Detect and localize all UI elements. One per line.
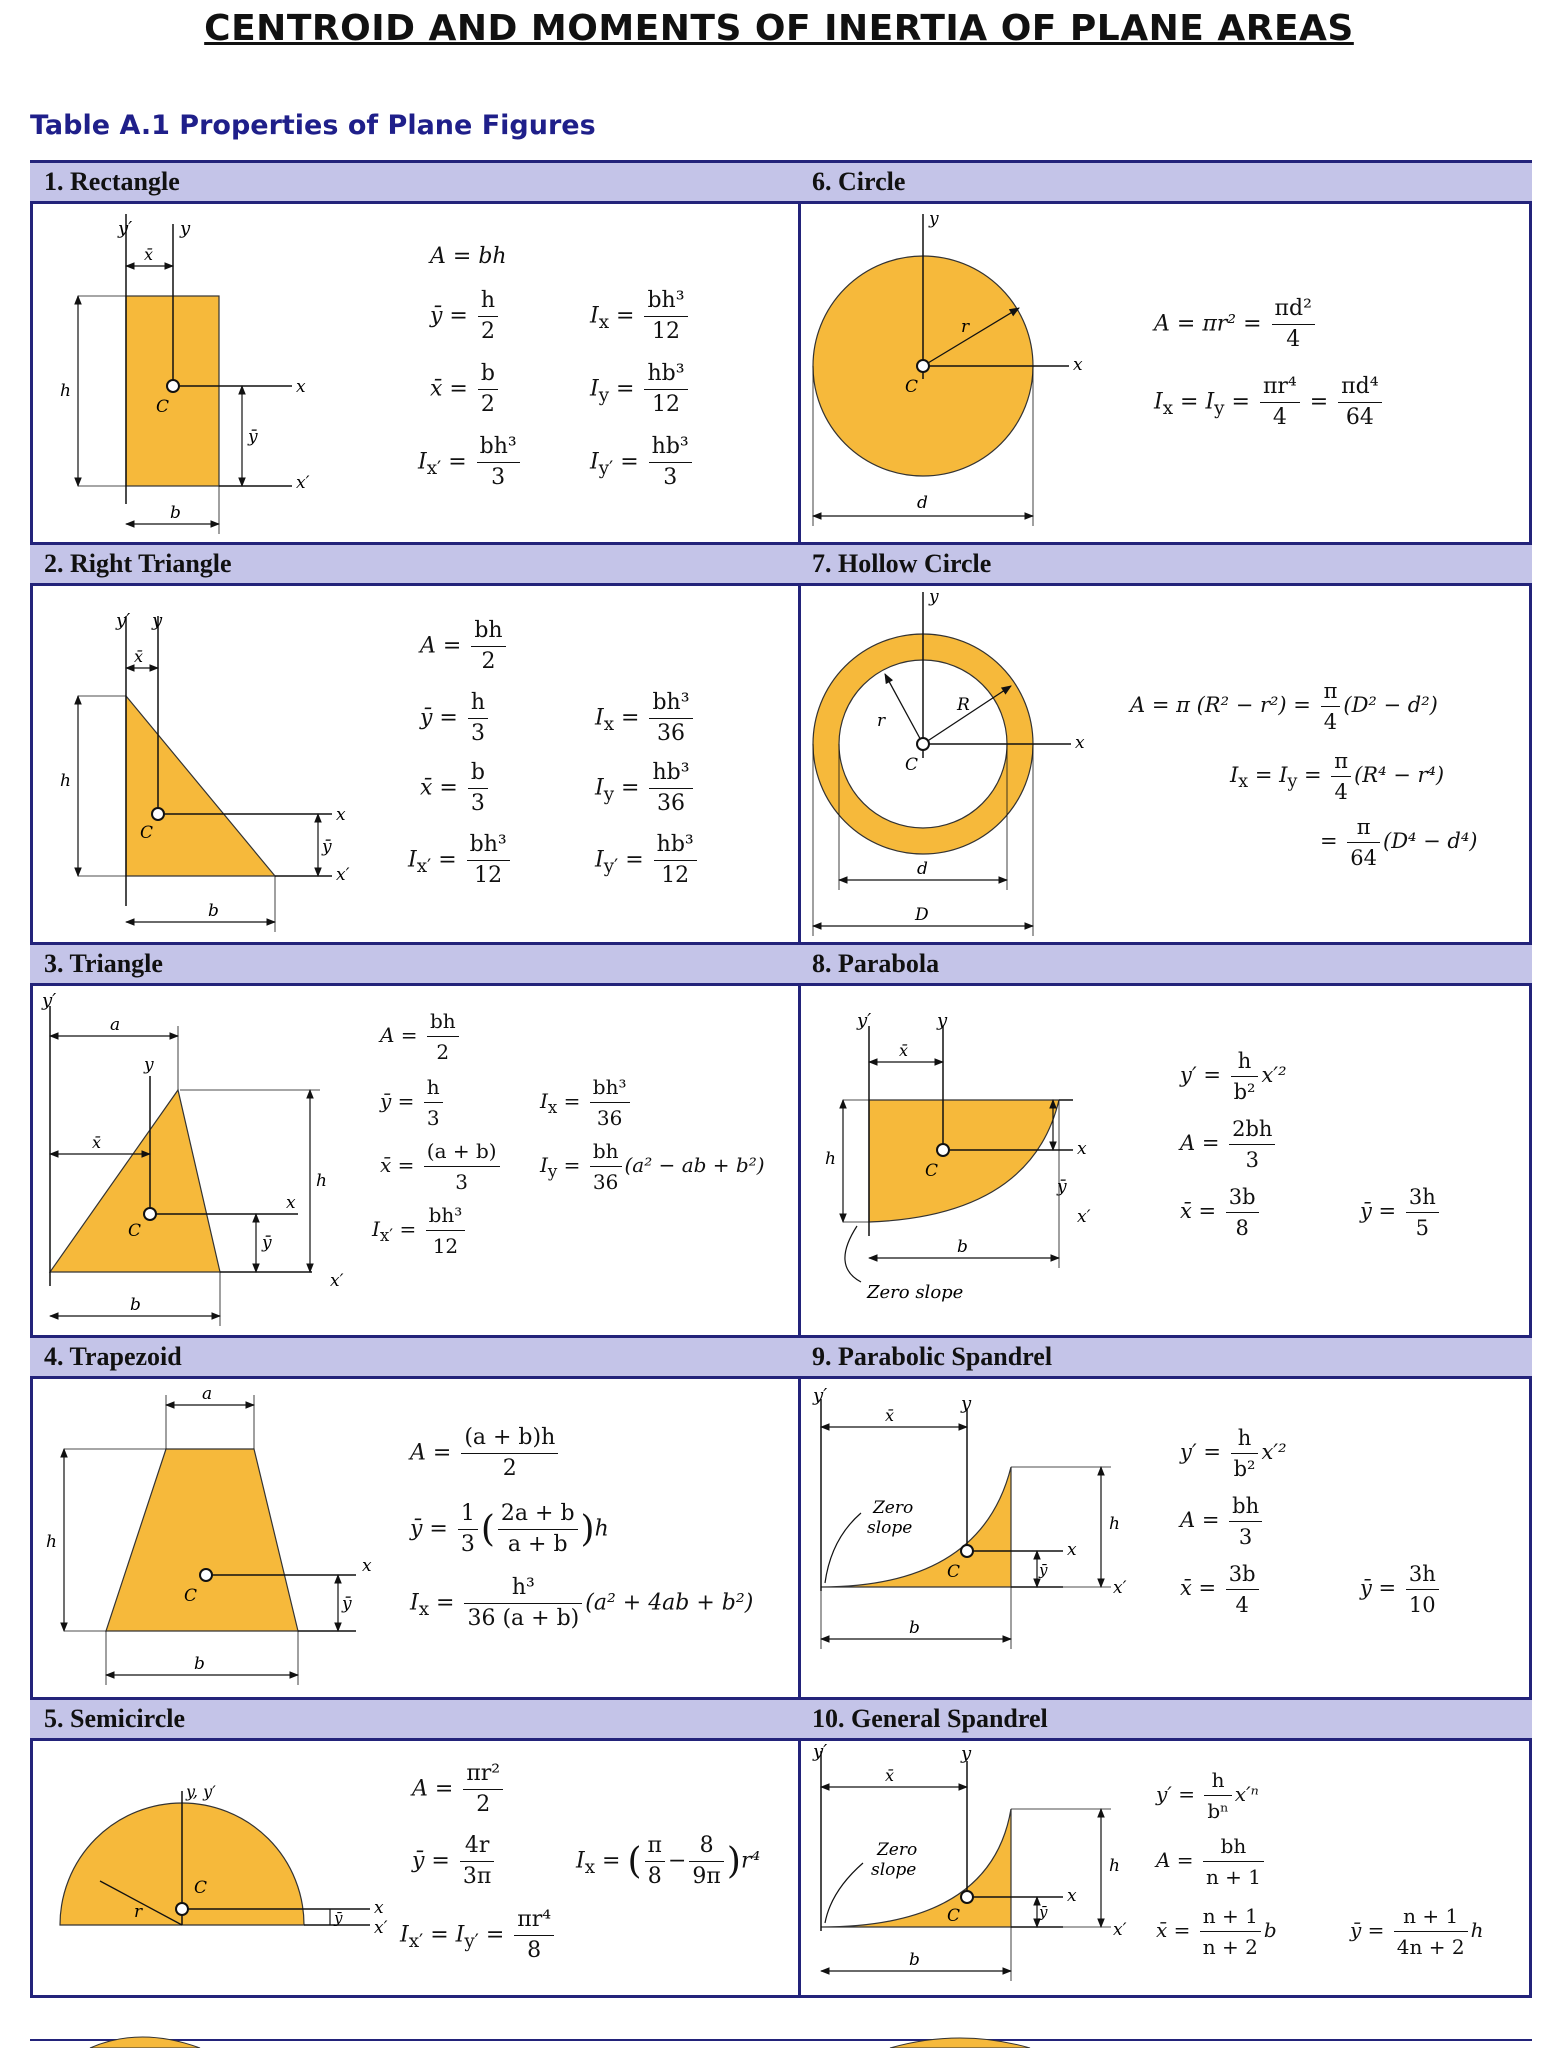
parabolic-spandrel-shape	[821, 1467, 1011, 1587]
section-header-semicircle: 5. Semicircle	[30, 1697, 800, 1741]
label-b: b	[130, 1295, 141, 1315]
eq-ix: $I_x$ = $\frac{\text{bh³}}{36}$	[540, 1072, 633, 1133]
general-spandrel-diagram	[801, 1741, 1161, 1998]
label-c: C	[128, 1221, 142, 1241]
eq-xbar: x̄ = $\frac{b}{2}$	[430, 359, 501, 420]
eq-ybar: ȳ = $\frac{h}{3}$	[420, 688, 491, 749]
eq-xbar: x̄ = $\frac{n + 1}{n + 2}$ b	[1156, 1901, 1277, 1962]
eq-ix: $I_x$ = $\frac{\text{bh³}}{36}$	[595, 688, 696, 749]
label-xbar: x̄	[92, 1133, 102, 1152]
label-slope: slope	[871, 1860, 917, 1880]
label-b: b	[957, 1237, 968, 1257]
label-zero: Zero	[873, 1498, 914, 1518]
label-x: x	[362, 1556, 372, 1576]
label-x-prime: x′	[1113, 1920, 1127, 1940]
semicircle-formulas	[400, 1741, 800, 1998]
hollow-circle-diagram	[801, 586, 1111, 942]
eq-area: A = $\frac{bh}{2}$	[420, 616, 509, 677]
label-c: C	[140, 823, 154, 843]
parabola-shape	[869, 1100, 1059, 1222]
section-header-trapezoid: 4. Trapezoid	[30, 1335, 800, 1379]
label-c: C	[947, 1906, 961, 1926]
eq-ybar: ȳ = $\frac{1}{3}$ ( $\frac{2a + b}{a + b}$ )h	[410, 1501, 609, 1557]
rectangle-diagram	[30, 204, 410, 542]
eq-area: A = bh	[430, 244, 507, 269]
section-header-circle: 6. Circle	[798, 160, 1532, 204]
label-x: x	[336, 805, 346, 825]
label-r: r	[961, 317, 970, 337]
label-y: y	[152, 610, 163, 631]
eq-ybar: ȳ = $\frac{3h}{10}$	[1360, 1559, 1442, 1620]
eq-iyp: $I_{y'}$ = $\frac{\text{hb³}}{12}$	[595, 830, 700, 891]
label-x: x	[296, 377, 306, 397]
label-y-prime: y′	[813, 1741, 828, 1762]
eq-xbar: x̄ = $\frac{3b}{4}$	[1180, 1559, 1262, 1620]
parabolic-spandrel-formulas	[1170, 1379, 1532, 1697]
label-h: h	[825, 1149, 836, 1169]
eq-ix: $I_x$ = $\frac{\text{bh³}}{12}$	[590, 286, 691, 347]
triangle-diagram	[30, 986, 410, 1335]
label-x: x	[1073, 355, 1083, 375]
eq-ixp: $I_{x'}$ = $\frac{\text{bh³}}{12}$	[408, 830, 513, 891]
label-y: y	[961, 1393, 972, 1414]
label-x: x	[1077, 1139, 1087, 1159]
trapezoid-diagram	[30, 1379, 410, 1697]
eq-xbar: x̄ = $\frac{3b}{8}$	[1180, 1182, 1262, 1243]
eq-iyp: $I_{y'}$ = $\frac{\text{hb³}}{3}$	[590, 432, 695, 493]
label-y: y	[929, 209, 939, 229]
eq-ybar: ȳ = $\frac{n + 1}{4n + 2}$ h	[1350, 1901, 1484, 1962]
label-y: y	[929, 587, 939, 607]
label-d: d	[917, 493, 928, 513]
label-c: C	[925, 1161, 939, 1181]
eq-area: A = $\frac{bh}{n + 1}$	[1156, 1831, 1267, 1892]
right-triangle-shape	[126, 696, 275, 876]
eq-area: A = π (R² − r²) = $\frac{\pi}{4}$ (D² − d²)	[1130, 676, 1438, 737]
label-ybar: ȳ	[262, 1233, 272, 1253]
circle-diagram	[801, 204, 1111, 542]
eq-ixp-iyp: $I_{x'} = I_{y'}$ = $\frac{\text{πr⁴}}{8}$	[400, 1905, 557, 1966]
label-x: x	[286, 1193, 296, 1213]
eq-area: A = $\frac{bh}{3}$	[1180, 1491, 1265, 1552]
label-xbar: x̄	[885, 1766, 895, 1785]
label-y: y	[180, 218, 191, 239]
label-xbar: x̄	[899, 1041, 909, 1060]
label-y-prime: y′	[116, 610, 131, 631]
parabola-diagram	[801, 986, 1161, 1335]
label-x: x	[1075, 733, 1085, 753]
label-zero-slope: Zero slope	[867, 1282, 964, 1303]
label-y-prime: y′	[118, 218, 133, 239]
label-h: h	[1109, 1514, 1120, 1534]
label-c: C	[905, 755, 919, 775]
label-ybar: ȳ	[342, 1594, 352, 1614]
label-c: C	[156, 397, 170, 417]
label-x: x	[1067, 1540, 1077, 1560]
label-ybar: ȳ	[334, 1909, 343, 1927]
label-r: r	[134, 1902, 143, 1922]
label-ybar: ȳ	[248, 427, 258, 447]
label-b: b	[194, 1654, 205, 1674]
label-ybar: ȳ	[1057, 1177, 1067, 1197]
triangle-shape	[50, 1090, 220, 1272]
label-a: a	[202, 1384, 213, 1404]
label-D: D	[915, 905, 929, 925]
eq-xbar: x̄ = $\frac{b}{3}$	[420, 758, 491, 819]
label-d: d	[917, 859, 928, 879]
label-h: h	[316, 1171, 327, 1191]
eq-area: A = $\frac{2bh}{3}$	[1180, 1114, 1278, 1175]
trapezoid-shape	[106, 1449, 298, 1631]
section-header-parabola: 8. Parabola	[798, 942, 1532, 986]
section-header-hollow-circle: 7. Hollow Circle	[798, 542, 1532, 586]
label-x-prime: x′	[336, 865, 350, 885]
label-h: h	[46, 1532, 57, 1552]
label-h: h	[1109, 1856, 1120, 1876]
eq-ixp: $I_{x'}$ = $\frac{\text{bh³}}{3}$	[418, 432, 523, 493]
eq-xbar: x̄ = $\frac{(a + b)}{3}$	[380, 1136, 503, 1197]
label-h: h	[60, 381, 71, 401]
label-x-prime: x′	[330, 1271, 344, 1291]
eq-i-diam: = $\frac{\pi}{64}$ (D⁴ − d⁴)	[1320, 812, 1477, 873]
section-header-parabolic-spandrel: 9. Parabolic Spandrel	[798, 1335, 1532, 1379]
label-y: y	[144, 1055, 154, 1075]
label-b: b	[909, 1618, 920, 1638]
eq-ix-iy: $I_x = I_y$ = $\frac{\pi}{4}$ (R⁴ − r⁴)	[1230, 746, 1444, 807]
eq-area: A = $\frac{(a + b)h}{2}$	[410, 1423, 561, 1484]
hollow-circle-formulas	[1120, 586, 1532, 942]
label-a: a	[110, 1015, 121, 1035]
eq-ybar: ȳ = $\frac{h}{3}$	[380, 1072, 446, 1133]
label-R: R	[957, 695, 970, 715]
label-ybar: ȳ	[1039, 1561, 1048, 1579]
right-triangle-diagram	[30, 586, 410, 942]
label-x-prime: x′	[374, 1918, 388, 1938]
rectangle-formulas	[400, 204, 800, 542]
eq-yprime: y′ = $\frac{h}{\text{bⁿ}}$ x′ⁿ	[1156, 1765, 1259, 1826]
label-y-yprime: y, y′	[186, 1782, 216, 1801]
eq-area: A = πr² = $\frac{\text{πd²}}{4}$	[1154, 294, 1318, 355]
section-header-rectangle: 1. Rectangle	[30, 160, 800, 204]
label-x-prime: x′	[1113, 1578, 1127, 1598]
eq-ix: $I_x$ = ( $\frac{\pi}{8}$ − $\frac{8}{9\pi}$ )r⁴	[576, 1833, 761, 1889]
label-ybar: ȳ	[322, 837, 332, 857]
page-title: CENTROID AND MOMENTS OF INERTIA OF PLANE AREAS	[204, 8, 1354, 49]
section-header-general-spandrel: 10. General Spandrel	[798, 1697, 1532, 1741]
right-triangle-formulas	[400, 586, 800, 942]
label-b: b	[208, 901, 219, 921]
label-x-prime: x′	[296, 473, 310, 493]
eq-ixp: $I_{x'}$ = $\frac{\text{bh³}}{12}$	[372, 1200, 468, 1261]
eq-ix: $I_x$ = $\frac{\text{h³}}{36 (a + b)}$ (a² + 4ab + b²)	[410, 1575, 754, 1631]
label-xbar: x̄	[144, 245, 154, 264]
eq-yprime: y′ = $\frac{h}{\text{b²}}$ x′²	[1180, 1423, 1287, 1484]
trapezoid-formulas	[410, 1379, 800, 1697]
parabolic-spandrel-diagram	[801, 1379, 1161, 1697]
label-xbar: x̄	[885, 1406, 895, 1425]
label-x-prime: x′	[1077, 1207, 1091, 1227]
label-c: C	[184, 1586, 198, 1606]
label-c: C	[194, 1878, 208, 1898]
section-header-right-triangle: 2. Right Triangle	[30, 542, 800, 586]
label-c: C	[947, 1562, 961, 1582]
label-h: h	[60, 771, 71, 791]
label-xbar: x̄	[134, 647, 144, 666]
eq-ix-iy: $I_x = I_y$ = $\frac{\text{πr⁴}}{4}$ = $\frac{\text{πd⁴}}{64}$	[1154, 372, 1385, 433]
table-caption: Table A.1 Properties of Plane Figures	[30, 110, 596, 141]
section-header-triangle: 3. Triangle	[30, 942, 800, 986]
label-y: y	[961, 1743, 972, 1764]
label-x: x	[374, 1898, 384, 1918]
eq-area: A = $\frac{bh}{2}$	[380, 1006, 462, 1067]
triangle-formulas	[372, 986, 800, 1335]
eq-iy: $I_y$ = $\frac{bh}{36}$ (a² − ab + b²)	[540, 1136, 765, 1197]
eq-ybar: ȳ = $\frac{4r}{3\pi}$	[412, 1831, 497, 1892]
label-x: x	[1067, 1886, 1077, 1906]
eq-iy: $I_y$ = $\frac{\text{hb³}}{36}$	[595, 758, 696, 819]
semicircle-diagram	[30, 1741, 410, 1998]
label-slope: slope	[867, 1518, 913, 1538]
label-b: b	[909, 1950, 920, 1970]
parabola-formulas	[1170, 986, 1532, 1335]
label-ybar: ȳ	[1039, 1903, 1048, 1921]
label-y-prime: y′	[857, 1010, 872, 1031]
eq-iy: $I_y$ = $\frac{\text{hb³}}{12}$	[590, 359, 691, 420]
circle-formulas	[1140, 204, 1532, 542]
label-y-prime: y′	[42, 990, 57, 1011]
general-spandrel-formulas	[1150, 1741, 1532, 1998]
label-b: b	[170, 503, 181, 523]
eq-area: A = $\frac{\text{πr²}}{2}$	[412, 1759, 506, 1820]
eq-ybar: ȳ = $\frac{h}{2}$	[430, 286, 501, 347]
label-r: r	[877, 711, 886, 731]
eq-yprime: y′ = $\frac{h}{\text{b²}}$ x′²	[1180, 1046, 1287, 1107]
next-row-cropped	[30, 2010, 1532, 2048]
label-y: y	[937, 1010, 948, 1031]
eq-ybar: ȳ = $\frac{3h}{5}$	[1360, 1182, 1442, 1243]
label-y-prime: y′	[813, 1385, 828, 1406]
label-zero: Zero	[877, 1840, 918, 1860]
label-c: C	[905, 377, 919, 397]
